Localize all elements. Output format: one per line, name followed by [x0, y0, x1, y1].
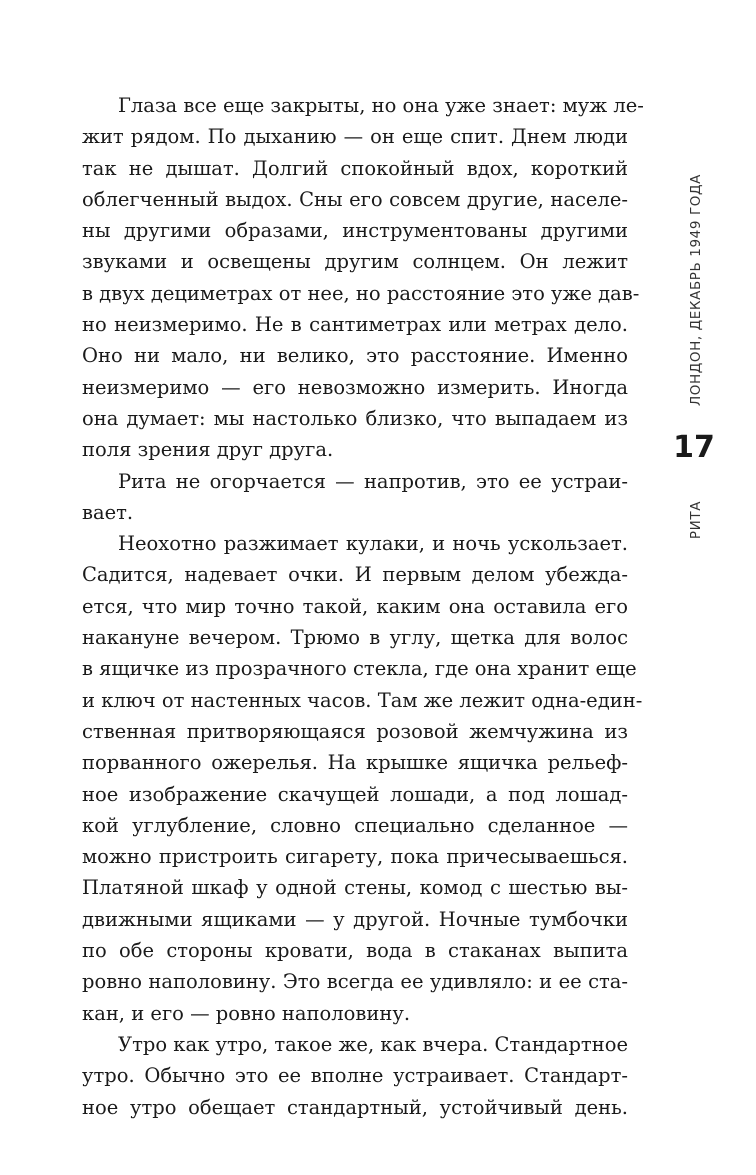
text-line: Садится, надевает очки. И первым делом убежда-: [82, 563, 628, 587]
body-text: [82, 90, 644, 1123]
text-line: Неохотно разжимает кулаки, и ночь ускользает.: [118, 532, 628, 556]
text-line: ное утро обещает стандартный, устойчивый день.: [82, 1095, 628, 1119]
text-line: утро. Обычно это ее вполне устраивает. Стандарт-: [82, 1064, 628, 1088]
text-line: движными ящиками — у другой. Ночные тумбочки: [82, 907, 628, 931]
text-line: накануне вечером. Трюмо в углу, щетка для волос: [82, 626, 628, 650]
text-line: в двух дециметрах от нее, но расстояние это уже дав-: [82, 281, 640, 305]
text-line: облегченный выдох. Сны его совсем другие, населе-: [82, 187, 628, 211]
text-line: по обе стороны кровати, вода в стаканах выпита: [82, 939, 628, 963]
text-line: Утро как утро, такое же, как вчера. Стандартное: [118, 1032, 628, 1056]
text-line: Рита не огорчается — напротив, это ее устраи-: [118, 469, 628, 493]
text-line: кан, и его — ровно наполовину.: [82, 1001, 411, 1025]
text-line: так не дышат. Долгий спокойный вдох, короткий: [82, 156, 628, 180]
text-line: кой углубление, словно специально сделанное —: [82, 813, 628, 837]
chapter-name-text: РИТА: [688, 500, 704, 540]
text-line: ны другими образами, инструментованы другими: [82, 219, 628, 243]
text-line: Оно ни мало, ни велико, это расстояние. Именно: [82, 344, 628, 368]
chapter-name: [684, 490, 708, 550]
running-head: [684, 160, 708, 420]
text-line: ровно наполовину. Это всегда ее удивляло: и ее ста-: [82, 970, 628, 994]
text-line: Платяной шкаф у одной стены, комод с шестью вы-: [82, 876, 628, 900]
text-line: она думает: мы настолько близко, что выпадаем из: [82, 406, 628, 430]
text-line: жит рядом. По дыханию — он еще спит. Днем люди: [82, 125, 628, 149]
text-line: звуками и освещены другим солнцем. Он лежит: [82, 250, 628, 274]
text-line: ется, что мир точно такой, каким она оставила его: [82, 594, 628, 618]
text-line: поля зрения друг друга.: [82, 438, 334, 462]
text-line: и ключ от настенных часов. Там же лежит одна-един-: [82, 688, 643, 712]
text-line: вает.: [82, 500, 134, 524]
text-line: Глаза все еще закрыты, но она уже знает: муж ле-: [118, 94, 644, 117]
text-line: в ящичке из прозрачного стекла, где она хранит еще: [82, 657, 637, 681]
text-line: но неизмеримо. Не в сантиметрах или метрах дело.: [82, 313, 628, 337]
text-line: порванного ожерелья. На крышке ящичка рельеф-: [82, 751, 628, 775]
text-line: ное изображение скачущей лошади, а под лошад-: [82, 782, 628, 806]
running-head-text: ЛОНДОН, ДЕКАБРЬ 1949 ГОДА: [688, 174, 705, 406]
text-line: ственная притворяющаяся розовой жемчужина из: [82, 719, 628, 743]
page-number: 17: [673, 430, 715, 465]
text-line: неизмеримо — его невозможно измерить. Иногда: [82, 375, 628, 399]
page-sidebar: [662, 160, 722, 580]
text-line: можно пристроить сигарету, пока причесываешься.: [82, 845, 628, 869]
